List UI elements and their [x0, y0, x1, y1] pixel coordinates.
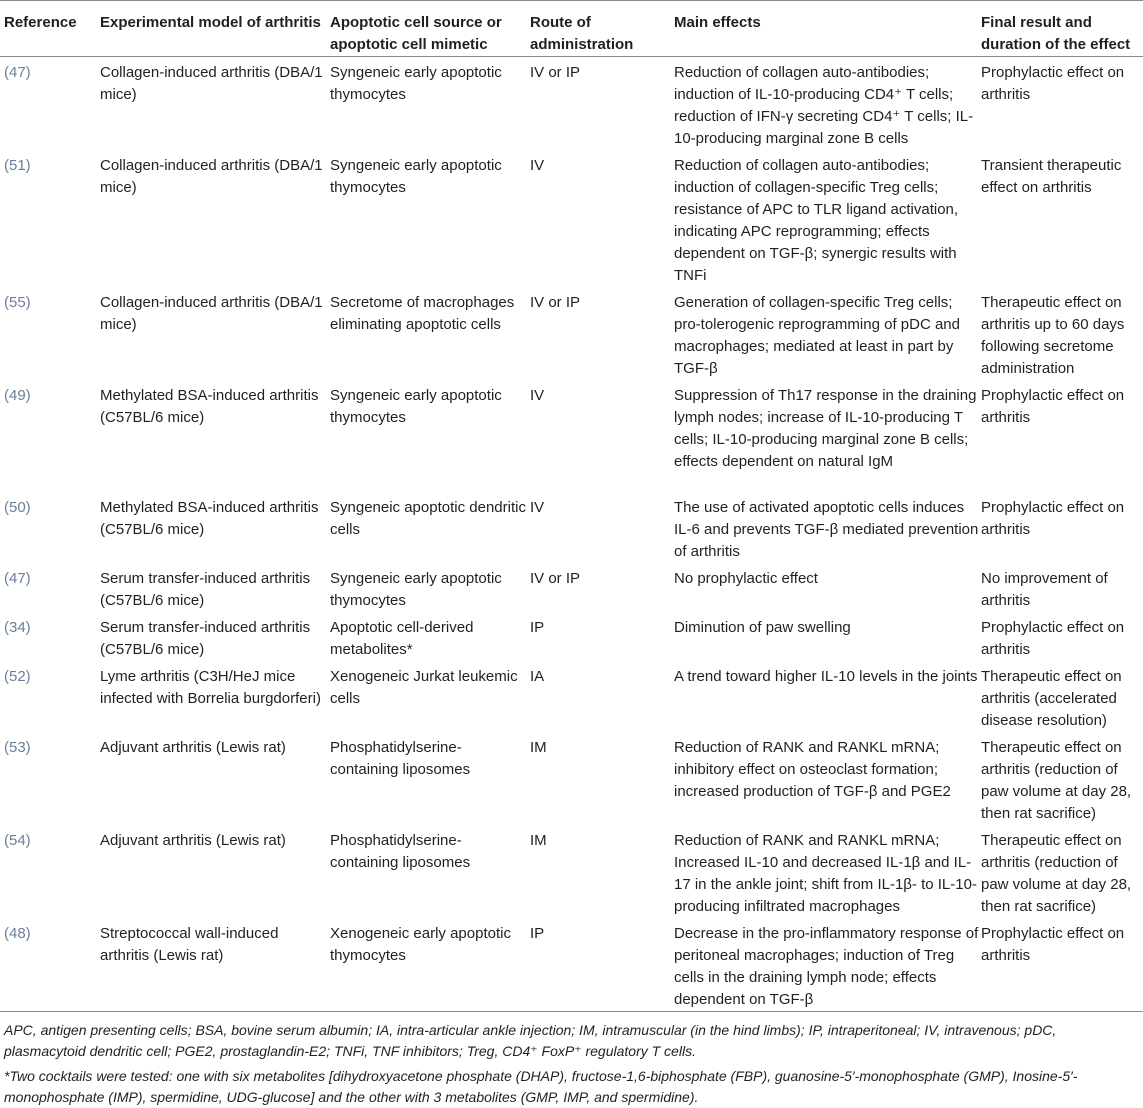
cell-route: IP — [530, 619, 545, 636]
cell-route: IV — [530, 157, 545, 174]
table-header — [0, 1, 1143, 57]
header-route: Route of administration — [530, 1, 674, 57]
table-row — [0, 661, 1143, 732]
cell-effects: Reduction of RANK and RANKL mRNA; Increased IL-10 and decreased IL-1β and IL-17 in the ankle joint; shift from IL-1β- to IL-10-producing infiltrated macrophages — [674, 832, 977, 915]
cell-source: Xenogeneic early apoptotic thymocytes — [330, 918, 530, 1012]
cell-model: Lyme arthritis (C3H/HeJ mice infected with Borrelia burgdorferi) — [100, 668, 321, 707]
header-experimental-model: Experimental model of arthritis — [100, 1, 330, 57]
header-main-effects: Main effects — [674, 1, 981, 57]
cell-route: IM — [530, 739, 547, 756]
cell-source: Phosphatidylserine-containing liposomes — [330, 739, 471, 778]
cell-route: IV or IP — [530, 64, 581, 81]
cell-route: IM — [530, 832, 547, 849]
cell-source: Syngeneic early apoptotic thymocytes — [330, 387, 502, 426]
cell-source: Syngeneic apoptotic dendritic cells — [330, 499, 526, 538]
cell-route: IP — [530, 918, 674, 1012]
cell-source: Syngeneic early apoptotic thymocytes — [330, 570, 502, 609]
cell-reference: (50) — [4, 499, 31, 516]
table-row — [0, 380, 1143, 492]
cell-reference: (47) — [4, 570, 31, 587]
header-reference: Reference — [0, 1, 100, 57]
cell-route: IA — [530, 668, 545, 685]
cell-source: Syngeneic early apoptotic thymocytes — [330, 157, 502, 196]
cell-reference: (55) — [4, 294, 31, 311]
cell-effects: Suppression of Th17 response in the draining lymph nodes; increase of IL-10-producing T cells; IL-10-producing marginal zone B cells; effects dependent on natural IgM — [674, 387, 977, 470]
cell-reference: (52) — [4, 668, 31, 685]
cell-result: Therapeutic effect on arthritis (reduction of paw volume at day 28, then rat sacrifice) — [981, 832, 1132, 915]
cell-effects: Reduction of RANK and RANKL mRNA; inhibitory effect on osteoclast formation; increased production of TGF-β and PGE2 — [674, 739, 951, 800]
cell-effects: A trend toward higher IL-10 levels in the joints — [674, 668, 978, 685]
table-row — [0, 918, 1143, 1012]
cell-model: Adjuvant arthritis (Lewis rat) — [100, 739, 286, 756]
cell-effects: Reduction of collagen auto-antibodies; induction of IL-10-producing CD4⁺ T cells; reduction of IFN-γ secreting CD4⁺ T cells; IL-10-producing marginal zone B cells — [674, 64, 974, 147]
footnote-abbreviations: APC, antigen presenting cells; BSA, bovine serum albumin; IA, intra-articular ankle injection; IM, intramuscular (in the hind limbs); IP, intraperitoneal; IV, intravenous; pDC, plasmacytoid dendritic cell; PGE2, prostaglandin-E2; TNFi, TNF inhibitors; Treg, CD4⁺ FoxP⁺ regulatory T cells. — [4, 1022, 1057, 1059]
table-row — [0, 492, 1143, 563]
table-row — [0, 287, 1143, 380]
cell-result: Therapeutic effect on arthritis (reduction of paw volume at day 28, then rat sacrifice) — [981, 739, 1132, 822]
cell-route: IV or IP — [530, 294, 581, 311]
table-row — [0, 563, 1143, 612]
cell-effects: Decrease in the pro-inflammatory response of peritoneal macrophages; induction of Treg cells in the draining lymph node; effects dependent on TGF-β — [674, 918, 981, 1012]
footnote-asterisk: *Two cocktails were tested: one with six metabolites [dihydroxyacetone phosphate (DHAP), fructose-1,6-biphosphate (FBP), guanosine-5′-monophosphate (GMP), Inosine-5′-monophosphate (IMP), spermidine, UDG-glucose] and the other with 3 metabolites (GMP, IMP, and spermidine). — [4, 1068, 1078, 1105]
cell-reference: (47) — [4, 64, 31, 81]
cell-model: Serum transfer-induced arthritis (C57BL/6 mice) — [100, 619, 311, 658]
cell-model: Methylated BSA-induced arthritis (C57BL/6 mice) — [100, 499, 319, 538]
cell-reference: (48) — [0, 918, 100, 1012]
table-row — [0, 612, 1143, 661]
cell-effects: Generation of collagen-specific Treg cells; pro-tolerogenic reprogramming of pDC and macrophages; mediated at least in part by TGF-β — [674, 294, 960, 377]
cell-source: Secretome of macrophages eliminating apoptotic cells — [330, 294, 515, 333]
cell-route: IV — [530, 387, 545, 404]
cell-effects: Reduction of collagen auto-antibodies; induction of collagen-specific Treg cells; resistance of APC to TLR ligand activation, indicating APC reprogramming; effects dependent on TGF-β; synergic results with TNFi — [674, 157, 959, 284]
cell-reference: (51) — [4, 157, 31, 174]
cell-source: Xenogeneic Jurkat leukemic cells — [330, 668, 518, 707]
cell-route: IV — [530, 499, 545, 516]
cell-result: Prophylactic effect on arthritis — [981, 64, 1125, 103]
cell-reference: (49) — [4, 387, 31, 404]
cell-effects: The use of activated apoptotic cells induces IL-6 and prevents TGF-β mediated prevention of arthritis — [674, 499, 979, 560]
table-row — [0, 57, 1143, 151]
cell-model: Streptococcal wall-induced arthritis (Lewis rat) — [100, 918, 330, 1012]
cell-model: Collagen-induced arthritis (DBA/1 mice) — [100, 64, 323, 103]
cell-result: Therapeutic effect on arthritis up to 60 days following secretome administration — [981, 294, 1125, 377]
cell-result: Prophylactic effect on arthritis — [981, 619, 1125, 658]
table-row — [0, 825, 1143, 918]
cell-result: Prophylactic effect on arthritis — [981, 499, 1125, 538]
cell-effects: Diminution of paw swelling — [674, 619, 851, 636]
cell-source: Syngeneic early apoptotic thymocytes — [330, 64, 502, 103]
cell-result: Prophylactic effect on arthritis — [981, 387, 1125, 426]
cell-source: Apoptotic cell-derived metabolites* — [330, 619, 474, 658]
table-row — [0, 732, 1143, 825]
cell-reference: (34) — [4, 619, 31, 636]
cell-result: Therapeutic effect on arthritis (accelerated disease resolution) — [981, 668, 1122, 729]
cell-route: IV or IP — [530, 570, 581, 587]
cell-result: No improvement of arthritis — [981, 570, 1108, 609]
cell-result: Prophylactic effect on arthritis — [981, 918, 1143, 1012]
cell-model: Collagen-induced arthritis (DBA/1 mice) — [100, 157, 323, 196]
cell-reference: (53) — [4, 739, 31, 756]
cell-model: Methylated BSA-induced arthritis (C57BL/6 mice) — [100, 387, 319, 426]
cell-model: Serum transfer-induced arthritis (C57BL/6 mice) — [100, 570, 311, 609]
table-body — [0, 57, 1143, 1012]
cell-source: Phosphatidylserine-containing liposomes — [330, 832, 471, 871]
cell-model: Collagen-induced arthritis (DBA/1 mice) — [100, 294, 323, 333]
header-apoptotic-cell-source: Apoptotic cell source or apoptotic cell mimetic — [330, 1, 530, 57]
cell-model: Adjuvant arthritis (Lewis rat) — [100, 832, 286, 849]
header-final-result: Final result and duration of the effect — [981, 1, 1143, 57]
cell-result: Transient therapeutic effect on arthritis — [981, 157, 1122, 196]
cell-effects: No prophylactic effect — [674, 570, 818, 587]
cell-reference: (54) — [4, 832, 31, 849]
table-footnotes — [4, 1020, 1140, 1108]
table-row — [0, 150, 1143, 287]
